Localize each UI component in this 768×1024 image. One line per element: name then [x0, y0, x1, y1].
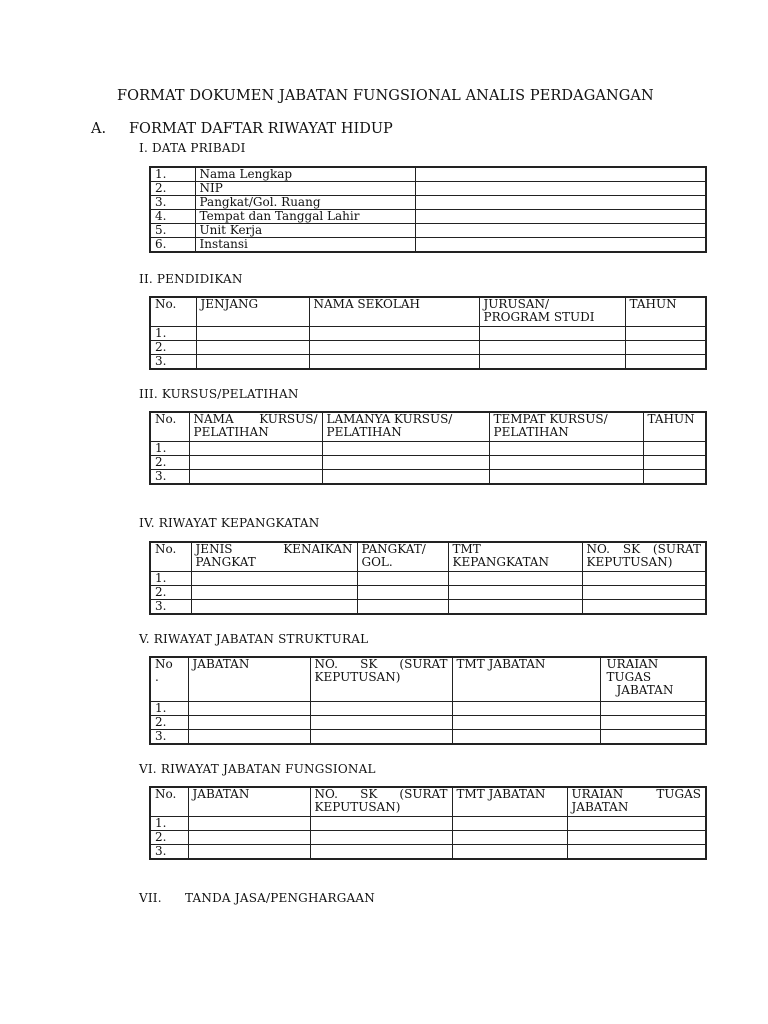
col-header-jabatan: JABATAN: [188, 787, 310, 817]
kepangkatan-table: [149, 541, 707, 615]
field-value: [415, 196, 706, 210]
table-row: [150, 442, 706, 456]
col-header-no: No .: [150, 657, 188, 702]
field-label: Nama Lengkap: [195, 167, 415, 182]
col-header-jurusan: JURUSAN/ PROGRAM STUDI: [479, 297, 625, 327]
col-header-no: No.: [150, 787, 188, 817]
field-label: Instansi: [195, 238, 415, 253]
row-number: 2.: [150, 456, 189, 470]
col-header-uraian-tugas: URAIAN TUGAS JABATAN: [600, 657, 706, 702]
col-header-tempat: TEMPAT KURSUS/ PELATIHAN: [489, 412, 643, 442]
table-row: [150, 456, 706, 470]
row-number: 2.: [150, 716, 188, 730]
section-7-title: TANDA JASA/PENGHARGAAN: [185, 891, 375, 905]
col-header-tmt: TMT KEPANGKATAN: [448, 542, 582, 572]
col-header-jenis-kenaikan: JENIS KENAIKAN PANGKAT: [191, 542, 357, 572]
row-number: 3.: [150, 730, 188, 745]
section-4-heading: IV. RIWAYAT KEPANGKATAN: [139, 516, 320, 530]
col-header-lamanya: LAMANYA KURSUS/ PELATIHAN: [322, 412, 489, 442]
table-row: [150, 831, 706, 845]
table-header-row: [150, 412, 706, 442]
table-row: [150, 355, 706, 370]
jabatan-struktural-table: [149, 656, 707, 745]
pendidikan-table: [149, 296, 707, 370]
row-number: 2.: [150, 831, 188, 845]
row-number: 6.: [150, 238, 195, 253]
row-number: 2.: [150, 586, 191, 600]
col-header-no: No.: [150, 412, 189, 442]
field-label: Unit Kerja: [195, 224, 415, 238]
col-header-uraian-tugas: URAIAN TUGAS JABATAN: [567, 787, 706, 817]
row-number: 1.: [150, 327, 196, 341]
table-row: [150, 702, 706, 716]
table-row: [150, 327, 706, 341]
col-header-nama-kursus: NAMA KURSUS/ PELATIHAN: [189, 412, 322, 442]
row-number: 3.: [150, 845, 188, 860]
field-value: [415, 182, 706, 196]
table-header-row: [150, 787, 706, 817]
row-number: 1.: [150, 572, 191, 586]
row-number: 3.: [150, 600, 191, 615]
row-number: 1.: [150, 702, 188, 716]
table-row: [150, 470, 706, 485]
table-row: [150, 341, 706, 355]
row-number: 3.: [150, 470, 189, 485]
table-row: [150, 196, 706, 210]
row-number: 1.: [150, 442, 189, 456]
table-row: [150, 845, 706, 860]
col-header-pangkat-gol: PANGKAT/ GOL.: [357, 542, 448, 572]
table-header-row: [150, 657, 706, 702]
section-a-title: FORMAT DAFTAR RIWAYAT HIDUP: [129, 121, 393, 137]
table-row: [150, 167, 706, 182]
table-header-row: [150, 297, 706, 327]
row-number: 2.: [150, 182, 195, 196]
section-a-letter: A.: [91, 121, 107, 137]
field-value: [415, 238, 706, 253]
col-header-no: No.: [150, 542, 191, 572]
table-row: [150, 730, 706, 745]
data-pribadi-table: [149, 166, 707, 253]
table-row: [150, 716, 706, 730]
field-label: Tempat dan Tanggal Lahir: [195, 210, 415, 224]
col-header-tahun: TAHUN: [643, 412, 706, 442]
section-5-heading: V. RIWAYAT JABATAN STRUKTURAL: [139, 632, 369, 646]
section-1-heading: I. DATA PRIBADI: [139, 141, 246, 155]
col-header-no-sk: NO. SK (SURAT KEPUTUSAN): [310, 657, 452, 702]
row-number: 3.: [150, 196, 195, 210]
field-label: Pangkat/Gol. Ruang: [195, 196, 415, 210]
col-header-tahun: TAHUN: [625, 297, 706, 327]
col-header-no-sk: NO. SK (SURAT KEPUTUSAN): [582, 542, 706, 572]
table-row: [150, 572, 706, 586]
table-row: [150, 182, 706, 196]
document-title: FORMAT DOKUMEN JABATAN FUNGSIONAL ANALIS PERDAGANGAN: [117, 88, 654, 104]
col-header-tmt-jabatan: TMT JABATAN: [452, 787, 567, 817]
row-number: 4.: [150, 210, 195, 224]
table-row: [150, 210, 706, 224]
row-number: 3.: [150, 355, 196, 370]
row-number: 5.: [150, 224, 195, 238]
section-7-number: VII.: [139, 891, 162, 905]
col-header-no: No.: [150, 297, 196, 327]
row-number: 1.: [150, 817, 188, 831]
col-header-tmt-jabatan: TMT JABATAN: [452, 657, 600, 702]
table-row: [150, 238, 706, 253]
row-number: 2.: [150, 341, 196, 355]
table-row: [150, 600, 706, 615]
field-label: NIP: [195, 182, 415, 196]
section-2-heading: II. PENDIDIKAN: [139, 272, 243, 286]
jabatan-fungsional-table: [149, 786, 707, 860]
section-3-heading: III. KURSUS/PELATIHAN: [139, 387, 299, 401]
table-row: [150, 817, 706, 831]
table-row: [150, 586, 706, 600]
col-header-nama-sekolah: NAMA SEKOLAH: [309, 297, 479, 327]
col-header-jenjang: JENJANG: [196, 297, 309, 327]
field-value: [415, 224, 706, 238]
field-value: [415, 210, 706, 224]
table-header-row: [150, 542, 706, 572]
row-number: 1.: [150, 167, 195, 182]
table-row: [150, 224, 706, 238]
kursus-table: [149, 411, 707, 485]
section-6-heading: VI. RIWAYAT JABATAN FUNGSIONAL: [139, 762, 376, 776]
col-header-jabatan: JABATAN: [188, 657, 310, 702]
field-value: [415, 167, 706, 182]
col-header-no-sk: NO. SK (SURAT KEPUTUSAN): [310, 787, 452, 817]
